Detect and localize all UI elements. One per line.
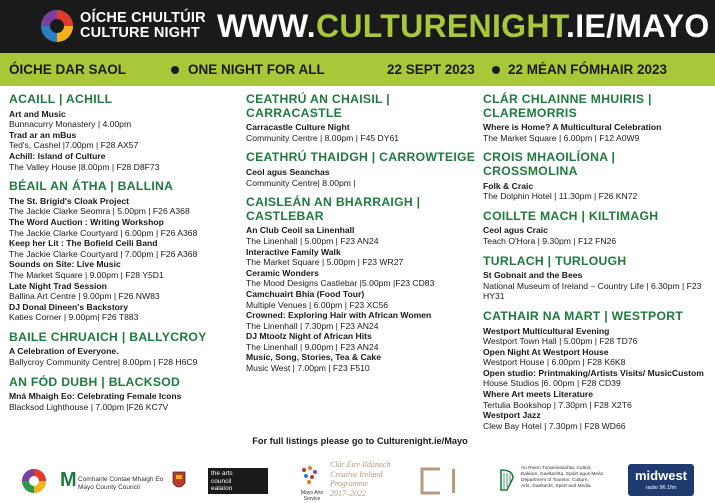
event-title: Trad ar an mBus: [9, 129, 77, 140]
event-venue: The Valley House |8.00pm | F28 D8F73: [9, 161, 160, 172]
creative-ireland-ci-icon: [418, 466, 470, 496]
brand-line-english: CULTURE NIGHT: [80, 25, 200, 41]
town-heading: CAISLEÁN AN BHARRAIGH | CASTLEBAR: [246, 195, 421, 223]
event-title: Keep her Lit : The Bofield Ceili Band: [9, 238, 158, 249]
event-title: Ceol agus Craic: [483, 225, 548, 236]
town-section-westport: [483, 310, 711, 432]
town-heading: CLÁR CHLAINNE MHUIRIS | CLAREMORRIS: [483, 92, 652, 120]
event-title: Camchuairt Bhia (Food Tour): [246, 288, 365, 299]
event-venue: Community Centre| 8.00pm |: [246, 177, 356, 188]
url-accent: CULTURENIGHT: [315, 8, 567, 44]
event-venue: Katies Corner | 9.00pm| F26 T883: [9, 312, 139, 323]
event-title: Music, Song, Stories, Tea & Cake: [246, 352, 381, 363]
town-heading: CEATHRÚ THAIDGH | CARROWTEIGE: [246, 150, 476, 165]
url-prefix: WWW.: [217, 8, 316, 44]
arts-council-logo: [208, 468, 268, 494]
bullet-dot-icon: [171, 66, 179, 74]
event-venue: The Jackie Clarke Courtyard | 7.00pm | F26 A368: [9, 248, 198, 259]
department-line4: Arts, Gaeltacht, Sport and Media: [521, 484, 591, 489]
midwest-name: midwest: [634, 468, 687, 483]
town-section-ballina: [9, 180, 237, 323]
town-heading: BÉAIL AN ÁTHA | BALLINA: [9, 179, 174, 194]
event-title: Westport Jazz: [483, 410, 541, 421]
listings-column-1: [9, 93, 237, 420]
town-heading: BAILE CHRUAICH | BALLYCROY: [9, 329, 207, 344]
event-title: The Word Auction : Writing Workshop: [9, 216, 164, 227]
town-section-claremorris: [483, 93, 711, 143]
header-bar: [0, 0, 715, 53]
event-venue: The Jackie Clarke Courtyard | 6.00pm | F26 A368: [9, 227, 198, 238]
event-venue: The Dolphin Hotel | 11.30pm | F26 KN72: [483, 191, 638, 202]
event-title: DJ Mtoolz Night of African Hits: [246, 331, 372, 342]
creative-ireland-line4: 2017–2022: [330, 488, 366, 498]
event-venue: Bunnacurry Monastery | 4.00pm: [9, 119, 132, 130]
event-venue: Westport House | 6.00pm | F28 K6K8: [483, 357, 626, 368]
event-title: Open studio: Printmaking/Artists Visits/ MusicCustom: [483, 367, 704, 378]
town-section-carracastle: [246, 93, 476, 143]
listings-column-2: [246, 93, 476, 382]
irish-tagline: ÓICHE DAR SAOL: [9, 62, 127, 77]
culture-night-logo-icon: [40, 9, 74, 43]
creative-ireland-line2: Creative Ireland: [330, 469, 383, 479]
event-venue: Ballina Art Centre | 9.00pm | F26 NW83: [9, 291, 160, 302]
event-venue: House Studios |6. 00pm | F28 CD39: [483, 378, 621, 389]
mayo-council-irish: Comhairle Contae Mhaigh Eo: [78, 476, 164, 483]
event-title: DJ Donal Dineen's Backstory: [9, 301, 129, 312]
event-venue: The Linenhall | 7.30pm | F23 AN24: [246, 320, 379, 331]
event-venue: The Market Square | 6.00pm | F12 A0W9: [483, 132, 640, 143]
event-venue: The Linenhall | 9.00pm | F23 AN24: [246, 341, 379, 352]
mayo-council-m-icon: M: [60, 469, 77, 491]
event-venue: National Museum of Ireland – Country Life | 6.30pm | F23 HY31: [483, 280, 702, 302]
town-heading: AN FÓD DUBH | BLACKSOD: [9, 374, 181, 389]
event-title: An Club Ceoil sa Linenhall: [246, 225, 355, 236]
event-venue: Ballycroy Community Centre| 8.00pm | F28 H6C9: [9, 357, 198, 368]
event-venue: Blacksod Lighthouse | 7.00pm |F26 KC7V: [9, 401, 169, 412]
event-title: Open Night At Westport House: [483, 346, 609, 357]
event-venue: Westport Town Hall | 5.00pm | F28 TD76: [483, 336, 638, 347]
town-section-kiltimagh: [483, 210, 711, 247]
event-venue: Community Centre | 8.00pm | F45 DY61: [246, 132, 400, 143]
town-heading: ACAILL | ACHILL: [9, 92, 113, 106]
town-section-blacksod: [9, 376, 237, 413]
creative-ireland-line3: Programme: [330, 479, 368, 488]
creative-ireland-logo: [330, 460, 410, 498]
event-title: Westport Multicultural Evening: [483, 325, 610, 336]
town-section-turlough: [483, 255, 711, 302]
department-logo: [521, 466, 611, 490]
event-venue: The Jackie Clarke Seomra | 5.00pm | F26 A368: [9, 206, 190, 217]
english-tagline: ONE NIGHT FOR ALL: [188, 62, 325, 77]
event-title: Interactive Family Walk: [246, 246, 341, 257]
department-line3: Department of Tourism, Culture,: [521, 478, 589, 483]
event-title: A Celebration of Everyone.: [9, 346, 119, 357]
event-title: Art and Music: [9, 108, 66, 119]
event-title: Where is Home? A Multicultural Celebration: [483, 122, 662, 133]
department-line1: An Roinn Turasóireachta, Cultúir,: [521, 466, 592, 471]
sponsor-footer: [0, 460, 715, 503]
event-venue: The Linenhall | 5.00pm | F23 AN24: [246, 235, 379, 246]
date-english: 22 SEPT 2023: [387, 62, 475, 77]
event-venue: Teach O'Hora | 9.30pm | F12 FN26: [483, 235, 617, 246]
arts-council-line3: ealaíon: [211, 485, 233, 492]
event-title: Sounds on Site: Live Music: [9, 259, 121, 270]
event-title: Late Night Trad Session: [9, 280, 107, 291]
event-title: Ceramic Wonders: [246, 267, 319, 278]
town-section-ballycroy: [9, 331, 237, 368]
town-section-carrowteige: [246, 151, 476, 188]
full-listings-link[interactable]: For full listings please go to Culturenight.ie/Mayo: [252, 436, 468, 446]
event-title: Mná Mhaigh Eo: Celebrating Female Icons: [9, 391, 182, 402]
event-venue: Ted's, Cashel |7.00pm | F28 AX57: [9, 140, 139, 151]
tagline-banner: [0, 53, 715, 86]
event-venue: Tertulia Bookshop | 7.30pm | F28 X2T6: [483, 399, 632, 410]
creative-ireland-line1: Clár Éire Ildánach: [330, 460, 391, 469]
mayo-council-english: Mayo County Council: [78, 483, 140, 491]
website-url[interactable]: [217, 6, 710, 46]
event-title: Achill: Island of Culture: [9, 150, 106, 161]
town-section-castlebar: [246, 196, 476, 374]
event-venue: The Market Square | 5.00pm | F23 WR27: [246, 257, 404, 268]
town-heading: COILLTE MACH | KILTIMAGH: [483, 208, 659, 223]
event-title: Crowned: Exploring Hair with African Women: [246, 310, 432, 321]
date-irish: 22 MÉAN FÓMHAIR 2023: [508, 62, 668, 77]
event-title: Where Art meets Literature: [483, 389, 593, 400]
town-heading: CROIS MHAOILÍONA | CROSSMOLINA: [483, 150, 616, 178]
department-line2: Ealaíon, Gaeltachta, Spóirt agus Meán: [521, 472, 604, 477]
event-venue: Multiple Venues | 6.00pm | F23 XC56: [246, 299, 389, 310]
brand-line-irish: OÍCHE CHULTÚIR: [80, 10, 206, 26]
event-title: Ceol agus Seanchas: [246, 166, 330, 177]
brand-name: [80, 11, 206, 41]
arts-council-line2: council: [211, 477, 232, 485]
event-title: The St. Brigid's Cloak Project: [9, 195, 129, 206]
event-title: Folk & Craic: [483, 180, 534, 191]
town-heading: TURLACH | TURLOUGH: [483, 253, 627, 268]
midwest-radio-logo: [628, 464, 694, 496]
event-venue: Music West | 7.00pm | F23 F510: [246, 363, 370, 374]
arts-council-line1: the arts: [211, 470, 233, 477]
culture-night-logo-icon: [21, 468, 47, 494]
town-section-crossmolina: [483, 151, 711, 201]
mayo-arts-service-label: Mayo Arts Service: [300, 490, 324, 502]
town-section-achill: [9, 93, 237, 172]
url-suffix: .IE/MAYO: [566, 8, 710, 44]
town-heading: CEATHRÚ AN CHAISIL | CARRACASTLE: [246, 92, 390, 120]
harp-icon: [498, 468, 516, 492]
town-heading: CATHAIR NA MART | WESTPORT: [483, 308, 684, 323]
mayo-council-logo: [78, 476, 178, 491]
event-title: Carracastle Culture Night: [246, 122, 350, 133]
event-venue: The Market Square | 9.00pm | F28 Y5D1: [9, 269, 164, 280]
event-title: St Gobnait and the Bees: [483, 270, 583, 281]
crest-icon: [172, 470, 186, 492]
event-venue: The Mood Designs Castlebar |5.00pm |F23 CD83: [246, 278, 435, 289]
midwest-frequency: radio 96.1fm: [645, 485, 677, 491]
event-venue: Clew Bay Hotel | 7.30pm | F28 WD66: [483, 420, 626, 431]
listings-column-3: [483, 93, 711, 439]
mayo-arts-service-icon: [298, 464, 320, 486]
bullet-dot-icon: [492, 66, 500, 74]
